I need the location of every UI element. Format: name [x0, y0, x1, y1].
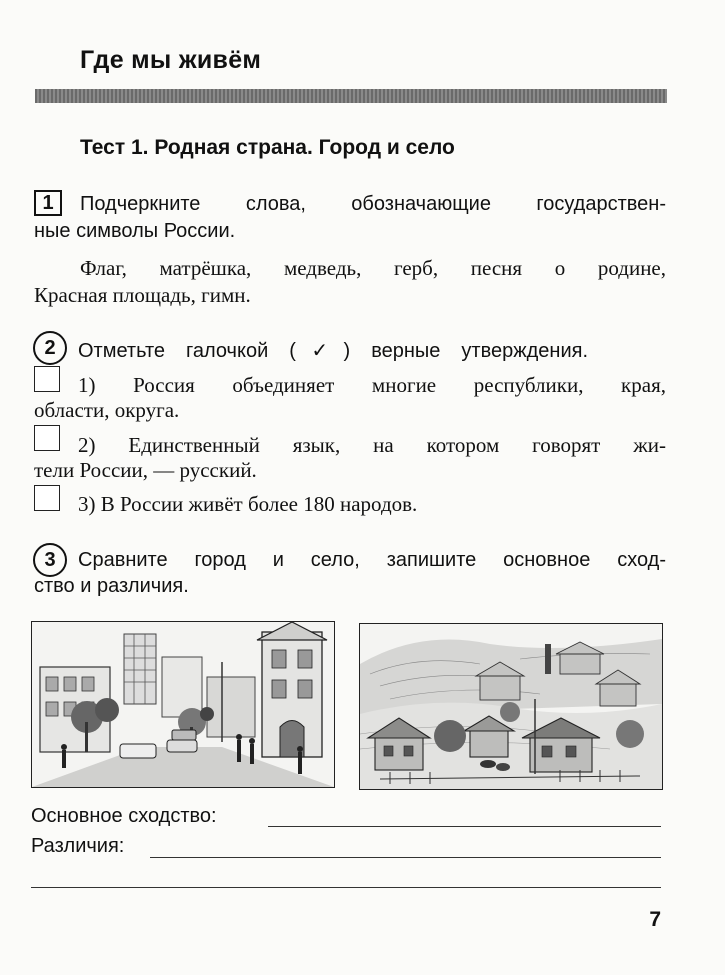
statement-2-line-1: 2) Единственный язык, на котором говорят жи- — [78, 433, 666, 457]
differences-answer-line-2[interactable] — [31, 887, 661, 888]
similarity-label: Основное сходство: — [31, 805, 217, 827]
statement-1-line-2: области, округа. — [34, 398, 180, 422]
task-3-question-line-2: ство и различия. — [34, 575, 189, 597]
chapter-title: Где мы живём — [80, 46, 262, 74]
city-drawing — [32, 622, 334, 787]
village-drawing — [360, 624, 662, 789]
statement-2-checkbox[interactable] — [34, 425, 60, 451]
statement-2-line-2: тели России, — русский. — [34, 458, 257, 482]
statement-1-checkbox[interactable] — [34, 366, 60, 392]
task-3-question-line-1: Сравните город и село, запишите основное сход- — [78, 549, 666, 571]
task-1-question-line-1: Подчеркните слова, обозначающие государствен- — [80, 193, 666, 215]
task-3-number: 3 — [33, 543, 67, 577]
task-2-question: Отметьте галочкой (✓) верные утверждения. — [78, 340, 588, 362]
statement-3-checkbox[interactable] — [34, 485, 60, 511]
task-1-words-line-2[interactable]: Красная площадь, гимн. — [34, 283, 251, 307]
village-illustration — [359, 623, 663, 790]
statement-1-line-1: 1) Россия объединяет многие республики, края, — [78, 373, 666, 397]
chapter-divider-bar — [35, 89, 667, 103]
differences-label: Различия: — [31, 835, 125, 857]
task-1-number: 1 — [34, 190, 62, 216]
differences-answer-line-1[interactable] — [150, 857, 661, 858]
statement-3-line-1: 3) В России живёт более 180 народов. — [78, 492, 418, 516]
page-number: 7 — [649, 908, 661, 931]
task-2-number: 2 — [33, 331, 67, 365]
task-1-words-line-1[interactable]: Флаг, матрёшка, медведь, герб, песня о родине, — [80, 256, 666, 280]
task-1-question-line-2: ные символы России. — [34, 220, 236, 242]
similarity-answer-line[interactable] — [268, 826, 661, 827]
city-illustration — [31, 621, 335, 788]
test-title: Тест 1. Родная страна. Город и село — [80, 136, 455, 159]
